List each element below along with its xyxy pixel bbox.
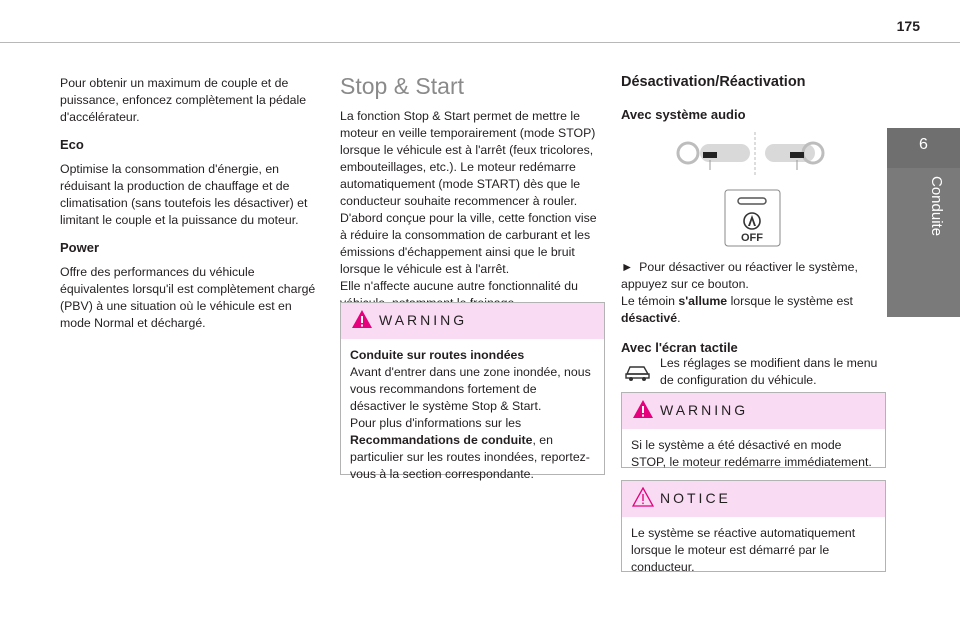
step-text: Pour désactiver ou réactiver le système, appuyez sur ce bouton.: [621, 260, 858, 291]
dashboard-illustration: [670, 130, 840, 250]
notice-label: NOTICE: [660, 490, 731, 506]
column-left: [60, 75, 322, 342]
intro-paragraph: Pour obtenir un maximum de couple et de puissance, enfoncez complètement la pédale d'accélérateur.: [60, 76, 307, 124]
warning-text-1: Avant d'entrer dans une zone inondée, nous vous recommandons fortement de désactiver le système Stop & Start.: [350, 365, 591, 413]
warning-text-2b: , en particulier sur les routes inondées, reportez-vous à la section correspondante.: [350, 433, 590, 481]
deactivation-step: [621, 259, 886, 293]
lamp-text-d: désactivé: [621, 311, 678, 325]
right-dashboard-icon: [765, 143, 823, 170]
deactivation-steps: [621, 259, 886, 364]
step-arrow-icon: ►: [621, 260, 634, 274]
warning-body: [341, 339, 604, 491]
lamp-sentence: [621, 293, 886, 327]
warning-triangle-icon: [351, 309, 373, 329]
notice-header: [622, 481, 885, 517]
eco-heading: Eco: [60, 137, 84, 152]
power-heading: Power: [60, 240, 100, 255]
warning-header: [341, 303, 604, 339]
warning-triangle-icon: [632, 399, 654, 419]
column-right: [621, 72, 886, 131]
warning-label-2: WARNING: [660, 402, 749, 418]
lamp-text-b: s'allume: [678, 294, 728, 308]
car-settings-icon: [624, 360, 652, 382]
notice-triangle-icon: [632, 487, 654, 507]
warning-body-2: Si le système a été désactivé en mode STOP, le moteur redémarre immédiatement.: [631, 438, 872, 469]
warning-box-restart: [621, 392, 886, 468]
stop-start-off-button-icon: [725, 190, 780, 246]
eco-paragraph: Optimise la consommation d'énergie, en réduisant la production de chauffage et de climatisation (sans toutefois les désactiver) et limitant le couple et la puissance du moteur.: [60, 162, 308, 227]
column-middle: [340, 72, 605, 322]
left-dashboard-icon: [678, 143, 750, 170]
warning-box-flooded-roads: [340, 302, 605, 481]
audio-subheading: Avec système audio: [621, 107, 746, 122]
lamp-text-a: Le témoin: [621, 294, 679, 308]
stop-start-paragraph: La fonction Stop & Start permet de mettre le moteur en veille temporairement (mode STOP) lorsque le véhicule est à l'arrêt (feux tricolores, embouteillages, etc.). Le moteur redémarre automatiquement (mode START) dès que le conducteur souhaite recommencer à rouler. D'abord conçue pour la ville, cette fonction vise à réduire la consommation de carburant et les émissions d'échappement ainsi que le bruit lorsque le véhicule est à l'arrêt.: [340, 109, 597, 276]
section-title: Stop & Start: [340, 73, 465, 99]
stop-start-braking-paragraph: Elle n'affecte aucune autre fonctionnalité du: [340, 279, 578, 293]
lamp-text-e: .: [677, 311, 681, 325]
touchscreen-subheading: Avec l'écran tactile: [621, 340, 738, 355]
chapter-label: Conduite: [928, 176, 945, 237]
header-divider: [0, 42, 960, 43]
warning-text-2a: Pour plus d'informations sur les: [350, 416, 522, 430]
off-button-text: OFF: [741, 232, 763, 244]
power-paragraph: Offre des performances du véhicule équivalentes lorsqu'il est complètement chargé (PBV) à une situation où le véhicule est en mode Normal et déchargé.: [60, 265, 316, 330]
page-number: 175: [896, 18, 920, 34]
notice-body: Le système se réactive automatiquement lorsque le moteur est démarré par le conducteur.: [631, 526, 856, 574]
warning-heading: Conduite sur routes inondées: [350, 348, 525, 362]
warning-link-text: Recommandations de conduite: [350, 433, 533, 447]
chapter-number: 6: [919, 136, 928, 153]
warning-text-2: [350, 415, 595, 483]
warning-header-2: [622, 393, 885, 429]
warning-label: WARNING: [379, 312, 468, 328]
notice-box: [621, 480, 886, 572]
tip-text: Les réglages se modifient dans le menu de configuration du véhicule.: [660, 356, 878, 387]
deactivation-heading: Désactivation/Réactivation: [621, 74, 806, 90]
lamp-text-c: lorsque le système est: [727, 294, 853, 308]
